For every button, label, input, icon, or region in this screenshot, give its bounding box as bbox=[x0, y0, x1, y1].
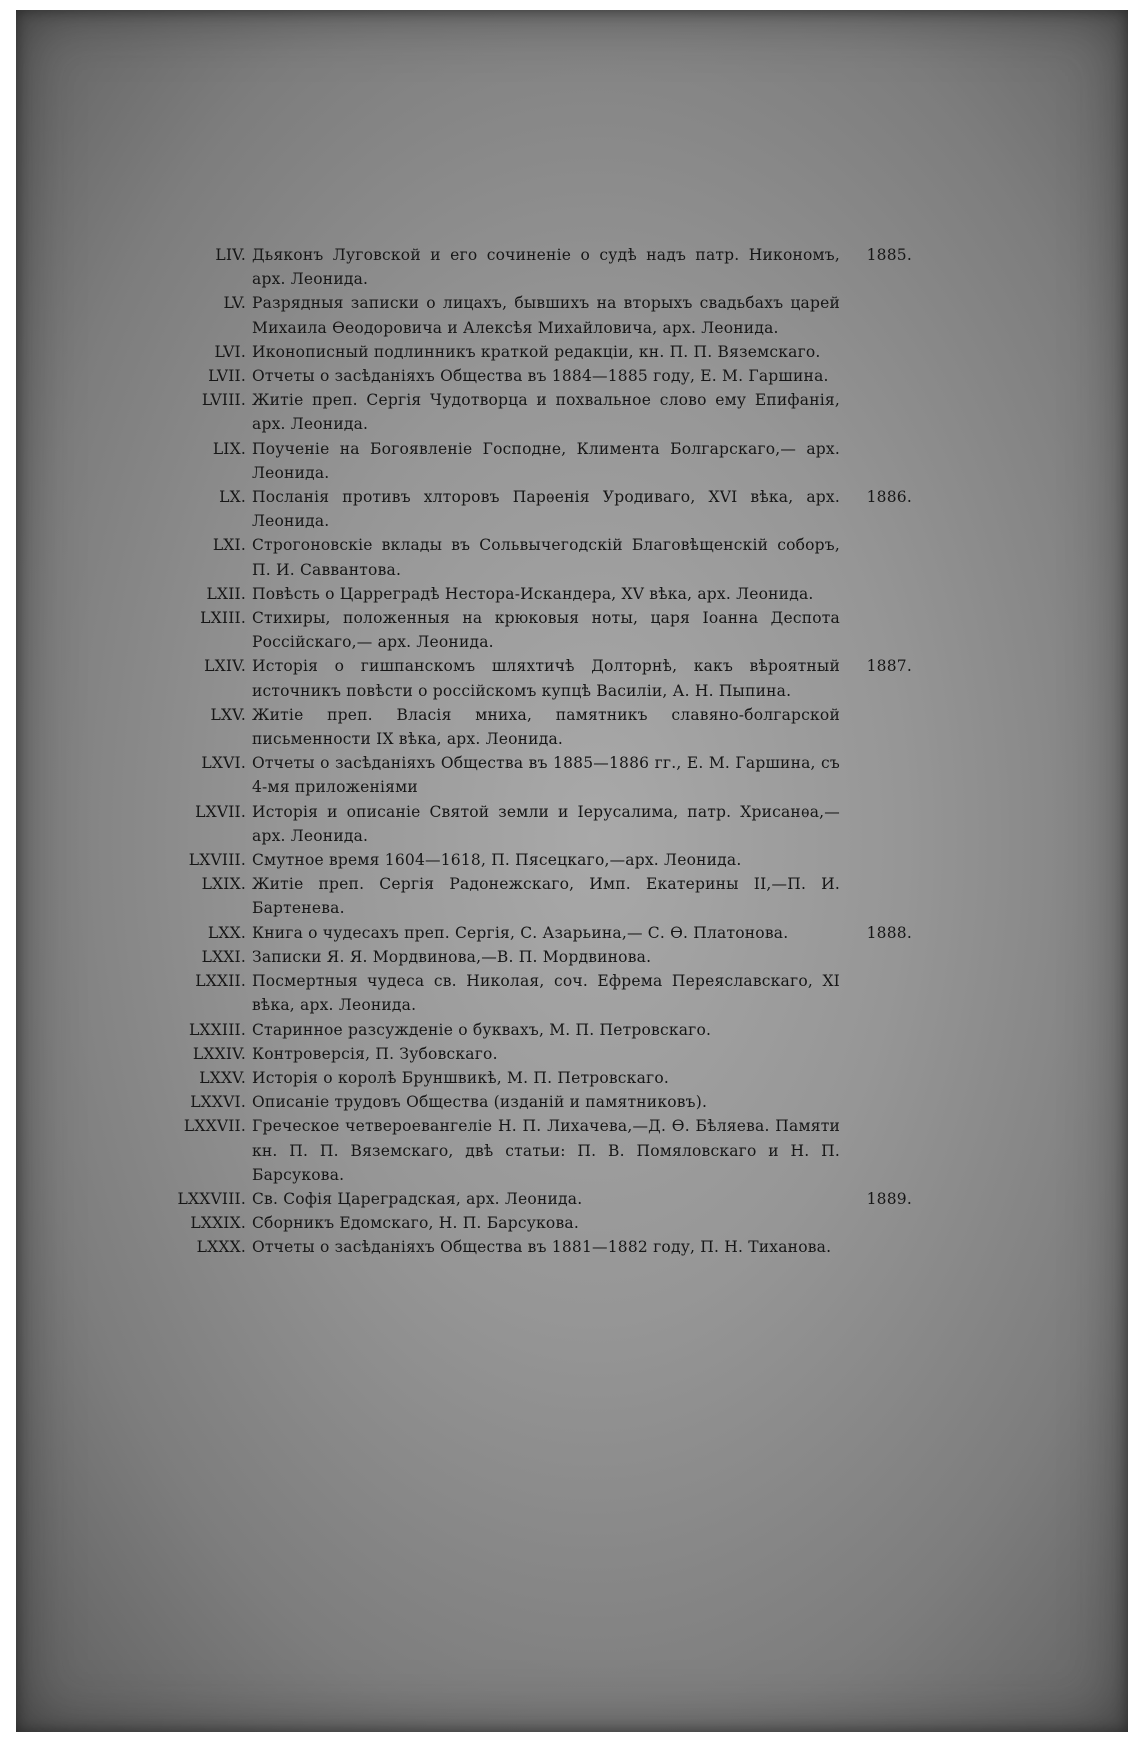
list-item bbox=[156, 1090, 926, 1114]
entry-number: LXIX. bbox=[201, 875, 246, 894]
entry-number: LXV. bbox=[210, 705, 246, 724]
entry-number: LXXX. bbox=[196, 1238, 246, 1257]
entry-number: LXX. bbox=[207, 923, 246, 942]
list-item bbox=[156, 1066, 926, 1090]
entry-title: Св. Софія Цареградская, арх. Леонида. bbox=[252, 1189, 583, 1208]
list-item bbox=[156, 654, 926, 702]
entry-title: Посмертныя чудеса св. Николая, соч. Ефрема Переяславскаго, XI вѣка, арх. Леонида. bbox=[252, 972, 840, 1015]
entry-year: 1889. bbox=[866, 1189, 912, 1208]
entry-title: Исторія о королѣ Бруншвикѣ, М. П. Петровскаго. bbox=[252, 1068, 669, 1087]
entry-number: LVIII. bbox=[201, 391, 246, 410]
entry-title: Исторія о гишпанскомъ шляхтичѣ Долторнѣ, какъ вѣроятный источникъ повѣсти о россійскомъ купцѣ Василіи, А. Н. Пыпина. bbox=[252, 657, 840, 700]
entry-number: LV. bbox=[223, 294, 246, 313]
contents-list bbox=[156, 243, 926, 1260]
entry-number: LVI. bbox=[214, 342, 246, 361]
list-item bbox=[156, 921, 926, 945]
list-item bbox=[156, 1018, 926, 1042]
list-item bbox=[156, 703, 926, 751]
entry-title: Повѣсть о Царреградѣ Нестора-Искандера, XV вѣка, арх. Леонида. bbox=[252, 584, 814, 603]
entry-title: Записки Я. Я. Мордвинова,—В. П. Мордвинова. bbox=[252, 947, 652, 966]
entry-number: LXXIV. bbox=[192, 1044, 246, 1063]
list-item bbox=[156, 1211, 926, 1235]
entry-number: LXXIX. bbox=[190, 1214, 246, 1233]
list-item bbox=[156, 945, 926, 969]
entry-title: Разрядныя записки о лицахъ, бывшихъ на вторыхъ свадьбахъ царей Михаила Ѳеодоровича и Алексѣя Михайловича, арх. Леонида. bbox=[252, 294, 840, 337]
entry-number: LIX. bbox=[212, 439, 246, 458]
entry-year: 1888. bbox=[866, 923, 912, 942]
list-item bbox=[156, 751, 926, 799]
entry-number: LXXVI. bbox=[190, 1093, 246, 1112]
entry-title: Исторія и описаніе Святой земли и Іерусалима, патр. Хрисанѳа,— арх. Леонида. bbox=[252, 802, 840, 845]
entry-number: LXIV. bbox=[204, 657, 246, 676]
list-item bbox=[156, 606, 926, 654]
entry-year: 1887. bbox=[866, 657, 912, 676]
entry-number: LXXII. bbox=[195, 972, 246, 991]
entry-title: Житіе преп. Власія мниха, памятникъ славяно-болгарской письменности IX вѣка, арх. Леонида. bbox=[252, 705, 840, 749]
entry-title: Контроверсія, П. Зубовскаго. bbox=[252, 1044, 498, 1063]
entry-title: Посланія противъ хлторовъ Парѳенія Уродиваго, XVI вѣка, арх. Леонида. bbox=[252, 488, 840, 531]
entry-title: Греческое четвероевангеліе Н. П. Лихачева,—Д. Ѳ. Бѣляева. Памяти кн. П. П. Вяземскаго, двѣ статьи: П. В. Помяловскаго и Н. П. Барсукова. bbox=[252, 1117, 840, 1184]
list-item bbox=[156, 1235, 926, 1259]
list-item bbox=[156, 388, 926, 436]
list-item bbox=[156, 848, 926, 872]
entry-title: Книга о чудесахъ преп. Сергія, С. Азарьина,— С. Ѳ. Платонова. bbox=[252, 923, 789, 942]
list-item bbox=[156, 291, 926, 339]
entry-title: Отчеты о засѣданіяхъ Общества въ 1884—1885 году, Е. М. Гаршина. bbox=[252, 367, 829, 386]
scanned-page bbox=[16, 10, 1128, 1732]
list-item bbox=[156, 872, 926, 920]
entry-number: LXIII. bbox=[200, 609, 246, 628]
entry-title: Житіе преп. Сергія Радонежскаго, Имп. Екатерины II,—П. И. Бартенева. bbox=[252, 875, 840, 918]
entry-title: Старинное разсужденіе о буквахъ, М. П. Петровскаго. bbox=[252, 1020, 712, 1039]
list-item bbox=[156, 582, 926, 606]
entry-number: LVII. bbox=[208, 367, 246, 386]
entry-number: LXVI. bbox=[201, 754, 246, 773]
entry-title: Сборникъ Едомскаго, Н. П. Барсукова. bbox=[252, 1214, 579, 1233]
entry-title: Иконописный подлинникъ краткой редакціи, кн. П. П. Вяземскаго. bbox=[252, 342, 821, 361]
entry-number: LIV. bbox=[215, 246, 246, 264]
entry-title: Поученіе на Богоявленіе Господне, Климента Болгарскаго,— арх. Леонида. bbox=[252, 439, 840, 482]
entry-title: Стихиры, положенныя на крюковыя ноты, царя Іоанна Деспота Россійскаго,— арх. Леонида. bbox=[252, 609, 840, 652]
entry-number: LXXI. bbox=[201, 947, 246, 966]
list-item bbox=[156, 1042, 926, 1066]
entry-year: 1886. bbox=[866, 488, 912, 507]
list-item bbox=[156, 800, 926, 848]
entry-title: Описаніе трудовъ Общества (изданій и памятниковъ). bbox=[252, 1093, 708, 1112]
list-item bbox=[156, 243, 926, 291]
entry-title: Смутное время 1604—1618, П. Пясецкаго,—арх. Леонида. bbox=[252, 851, 742, 870]
list-item bbox=[156, 969, 926, 1017]
entry-number: LXII. bbox=[206, 584, 246, 603]
entry-title: Отчеты о засѣданіяхъ Общества въ 1881—1882 году, П. Н. Тиханова. bbox=[252, 1238, 832, 1257]
list-item bbox=[156, 340, 926, 364]
entry-year: 1885. bbox=[866, 246, 912, 264]
entry-title: Житіе преп. Сергія Чудотворца и похвальное слово ему Епифанія, арх. Леонида. bbox=[252, 391, 840, 434]
entry-number: LXXV. bbox=[199, 1068, 246, 1087]
entry-number: LXXVIII. bbox=[177, 1189, 246, 1208]
list-item bbox=[156, 437, 926, 485]
list-item bbox=[156, 1187, 926, 1211]
entry-number: LXVIII. bbox=[188, 851, 246, 870]
entry-number: LXVII. bbox=[195, 802, 246, 821]
list-item bbox=[156, 485, 926, 533]
entry-title: Отчеты о засѣданіяхъ Общества въ 1885—1886 гг., Е. М. Гаршина, съ 4-мя приложеніями bbox=[252, 754, 840, 797]
entry-number: LXI. bbox=[212, 536, 246, 555]
list-item bbox=[156, 1114, 926, 1187]
list-item bbox=[156, 533, 926, 581]
entry-number: LX. bbox=[219, 488, 246, 507]
entry-number: LXXVII. bbox=[183, 1117, 246, 1136]
list-item bbox=[156, 364, 926, 388]
entry-title: Дьяконъ Луговской и его сочиненіе о судѣ надъ патр. Никономъ, арх. Леонида. bbox=[252, 246, 840, 289]
entry-title: Строгоновскіе вклады въ Сольвычегодскій Благовѣщенскій соборъ, П. И. Саввантова. bbox=[252, 536, 840, 579]
entry-number: LXXIII. bbox=[188, 1020, 246, 1039]
